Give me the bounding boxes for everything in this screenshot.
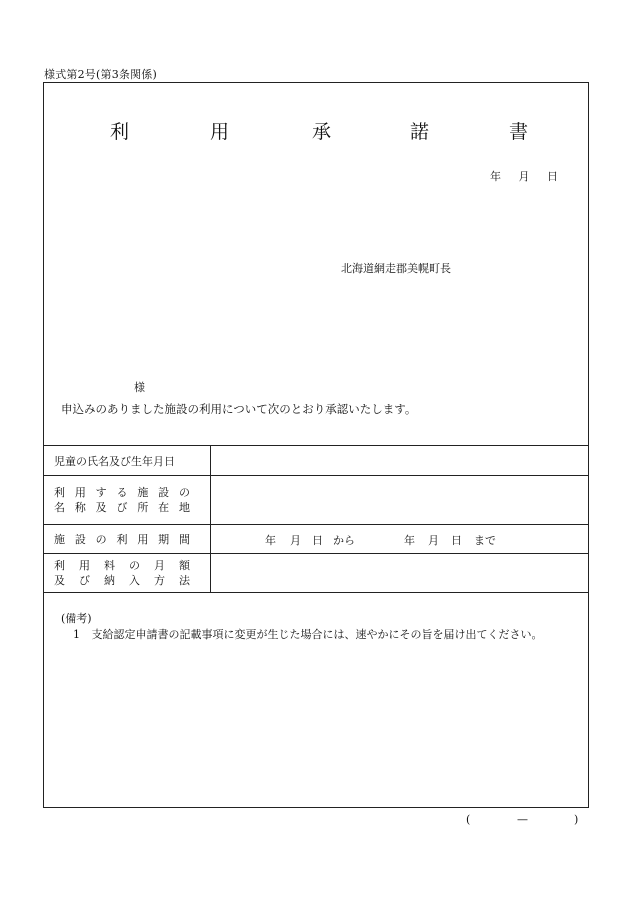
details-table [44,445,588,593]
facility-field [211,476,589,525]
facility-label [44,476,211,525]
fee-field [211,554,589,593]
child-name-label: 児童の氏名及び生年月日 [44,446,211,476]
fee-label-line1: 利 用 料 の 月 額 [54,559,190,572]
remarks-item-number: 1 [73,628,80,641]
remarks-heading: (備考) [61,612,92,625]
title-char-4: 諾 [410,121,430,143]
date-month: 月 [518,170,530,183]
document-sheet [43,82,589,808]
period-from-text: から [333,534,355,547]
approval-statement: 申込みのありました施設の利用について次のとおり承認いたします。 [61,402,417,416]
period-to-month: 月 [428,534,439,547]
title-char-3: 承 [312,121,332,143]
table-row [44,554,588,593]
issue-date [490,168,558,184]
period-from-year: 年 [265,534,276,547]
form-number-label: 様式第2号(第3条関係) [44,68,157,81]
period-to-text: まで [474,534,496,547]
facility-label-line2: 名 称 及 び 所 在 地 [54,501,190,514]
period-from-month: 月 [290,534,301,547]
period-field [211,525,589,554]
remarks-section [61,611,543,643]
title-char-2: 用 [210,121,230,143]
title-char-5: 書 [509,121,529,143]
issuer-name: 北海道網走郡美幌町長 [341,262,451,275]
period-to-day: 日 [451,534,462,547]
fee-label [44,554,211,593]
period-to-year: 年 [404,534,415,547]
footer-close-paren: ) [574,813,579,826]
footer-open-paren: ( [466,813,471,826]
period-label: 施 設 の 利 用 期 間 [44,525,211,554]
footer-dash: — [517,813,528,826]
period-from-day: 日 [312,534,323,547]
fee-label-line2: 及 び 納 入 方 法 [54,574,190,587]
remarks-item-text: 支給認定申請書の記載事項に変更が生じた場合には、速やかにその旨を届け出てください。 [91,628,543,641]
remarks-item [61,627,543,643]
table-row [44,476,588,525]
title-char-1: 利 [110,121,130,143]
addressee-suffix: 様 [134,381,145,394]
facility-label-line1: 利 用 す る 施 設 の [54,486,190,499]
child-name-field [211,446,589,476]
date-year: 年 [490,170,501,183]
table-row [44,525,588,554]
table-row [44,446,588,476]
date-day: 日 [547,170,558,183]
